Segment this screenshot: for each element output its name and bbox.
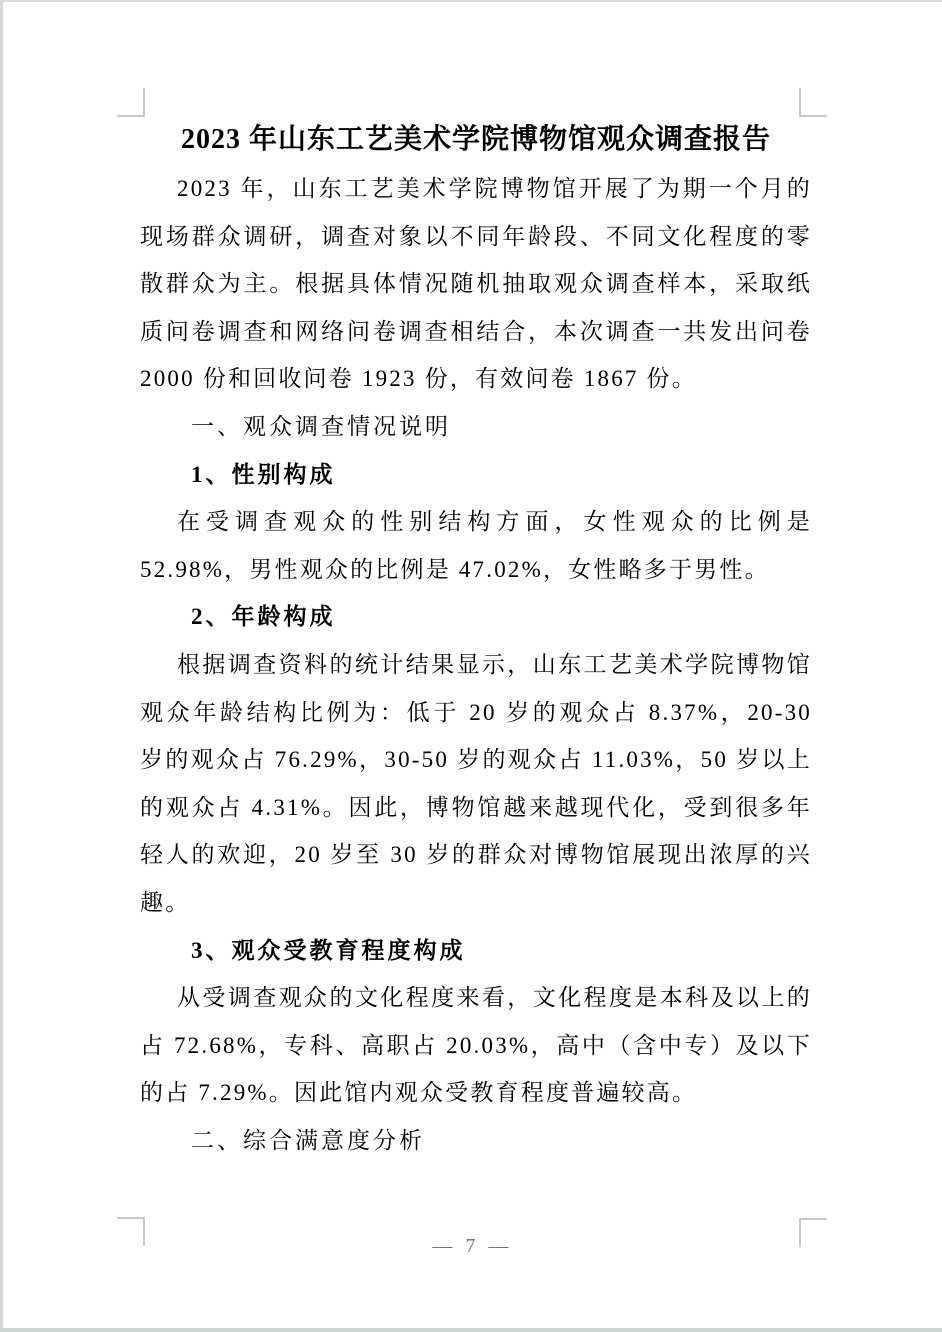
subheading-education-composition: 3、观众受教育程度构成 [191,937,466,963]
page-number: — 7 — [432,1235,513,1257]
document-body [140,115,812,1164]
paragraph-intro: 2023 年，山东工艺美术学院博物馆开展了为期一个月的现场群众调研，调查对象以不同年龄段、不同文化程度的零散群众为主。根据具体情况随机抽取观众调查样本，采取纸质问卷调查和网络问卷调查相结合，本次调查一共发出问卷 2000 份和回收问卷 1923 份，有效问卷 1867 份。 [140,176,812,392]
crop-mark-top-right [799,88,827,117]
section-heading-survey-overview: 一、观众调查情况说明 [191,413,451,439]
document-title: 2023 年山东工艺美术学院博物馆观众调查报告 [180,124,771,155]
subheading-age-composition: 2、年龄构成 [191,604,336,630]
crop-mark-top-left [117,88,145,117]
subheading-gender-composition: 1、性别构成 [191,461,336,487]
paragraph-age: 根据调查资料的统计结果显示，山东工艺美术学院博物馆观众年龄结构比例为：低于 20 岁的观众占 8.37%，20-30 岁的观众占 76.29%，30-50 岁的观众占 11.03%，50 岁以上的观众占 4.31%。因此，博物馆越来越现代化，受到很多年轻人的欢迎，20 岁至 30 岁的群众对博物馆展现出浓厚的兴趣。 [140,651,812,915]
paragraph-education: 从受调查观众的文化程度来看，文化程度是本科及以上的占 72.68%，专科、高职占 20.03%，高中（含中专）及以下的占 7.29%。因此馆内观众受教育程度普遍较高。 [140,985,812,1106]
paragraph-gender: 在受调查观众的性别结构方面，女性观众的比例是 52.98%，男性观众的比例是 47.02%，女性略多于男性。 [140,509,812,582]
section-heading-satisfaction-analysis: 二、综合满意度分析 [191,1127,425,1153]
